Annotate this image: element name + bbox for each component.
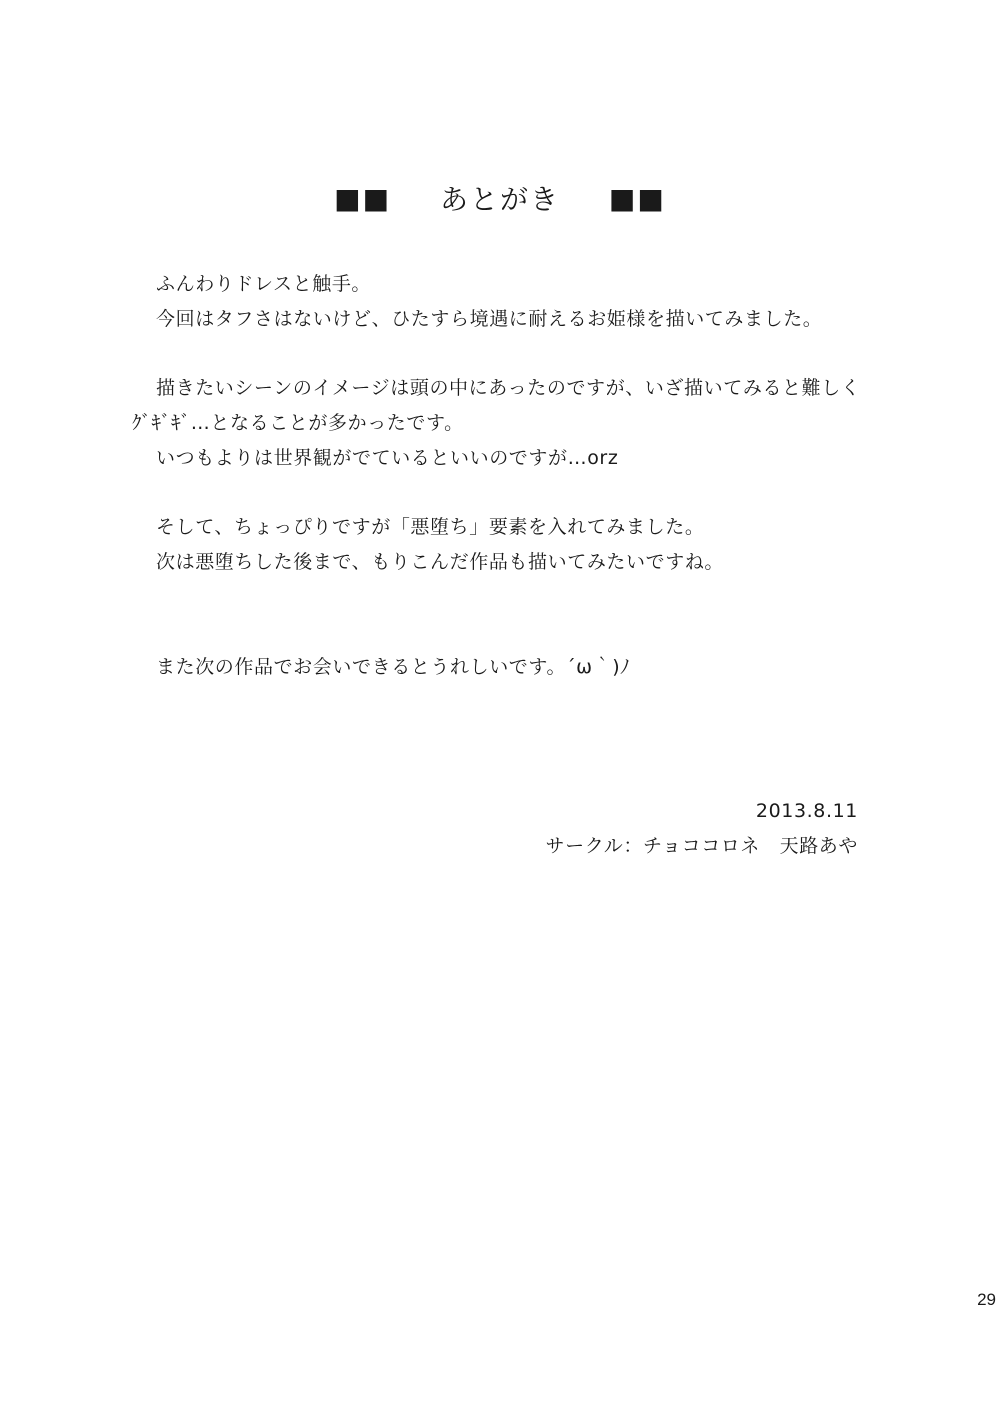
body-line: ふんわりドレスと触手。 <box>156 273 372 295</box>
heading-title: あとがき <box>439 183 560 216</box>
heading-left-mark: ■■ <box>334 181 392 215</box>
body-line: いつもよりは世界観がでているといいのですが…orz <box>156 447 619 469</box>
body-line: また次の作品でお会いできるとうれしいです。´ω｀)ﾉ <box>156 656 631 678</box>
page-number: 29 <box>977 1290 996 1309</box>
signature-date: 2013.8.11 <box>755 800 858 822</box>
signature-author: サークル：チョココロネ 天路あや <box>545 835 858 857</box>
heading-right-mark: ■■ <box>608 181 666 215</box>
body-line: ｸﾞｷﾞｷﾞ…となることが多かったです。 <box>132 412 464 434</box>
body-line: そして、ちょっぴりですが「悪堕ち」要素を入れてみました。 <box>156 516 705 538</box>
body-line: 描きたいシーンのイメージは頭の中にあったのですが、いざ描いてみると難しく <box>156 377 861 399</box>
body-line: 次は悪堕ちした後まで、もりこんだ作品も描いてみたいですね。 <box>156 551 725 573</box>
body-line: 今回はタフさはないけど、ひたすら境遇に耐えるお姫様を描いてみました。 <box>156 308 823 330</box>
